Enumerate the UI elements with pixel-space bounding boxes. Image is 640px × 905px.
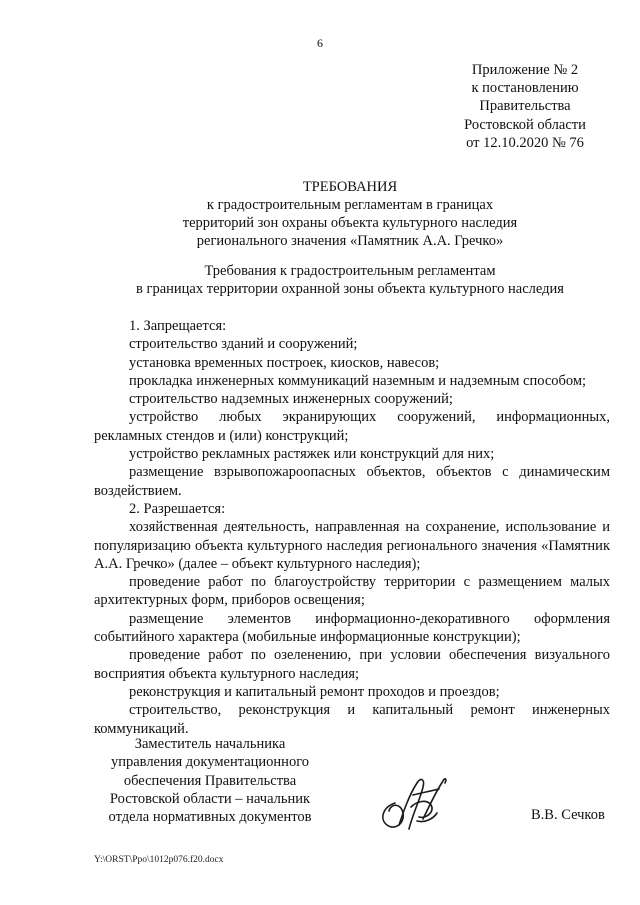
list-item: устройство рекламных растяжек или конструкций для них;: [129, 446, 495, 463]
list-item: строительство надземных инженерных сооружений;: [129, 391, 453, 408]
signer-position-line: Заместитель начальника: [134, 736, 286, 752]
list-item: размещение элементов информационно-декоративного оформления событийного характера (мобильные информационные конструкции);: [94, 610, 610, 646]
list-item: размещение взрывопожароопасных объектов, объектов с динамическим воздействием.: [94, 464, 610, 499]
list-item: строительство, реконструкция и капитальный ремонт инженерных коммуникаций.: [94, 702, 610, 737]
signer-position: [90, 735, 330, 826]
subtitle-line: Требования к градостроительным регламентам: [204, 263, 496, 279]
appendix-line: Приложение № 2: [471, 62, 579, 78]
list-item: строительство зданий и сооружений;: [129, 336, 358, 353]
title-line: регионального значения «Памятник А.А. Гречко»: [196, 233, 504, 249]
signer-position-line: обеспечения Правительства: [123, 772, 297, 789]
document-title: [0, 178, 640, 250]
list-item: установка временных построек, киосков, навесов;: [129, 354, 440, 371]
list-item: проведение работ по благоустройству территории с размещением малых архитектурных форм, приборов освещения;: [94, 574, 610, 609]
list-item: устройство любых экранирующих сооружений, информационных, рекламных стендов и (или) конструкций;: [94, 409, 610, 444]
subtitle-line: в границах территории охранной зоны объекта культурного наследия: [136, 281, 564, 297]
appendix-line: от 12.10.2020 № 76: [466, 134, 584, 151]
section-heading-permitted: 2. Разрешается:: [129, 500, 226, 517]
appendix-line: к постановлению: [471, 80, 579, 97]
title-heading: ТРЕБОВАНИЯ: [302, 179, 398, 195]
title-line: территорий зон охраны объекта культурного наследия: [182, 215, 518, 231]
handwritten-signature: [373, 773, 451, 835]
list-item: прокладка инженерных коммуникаций наземным и надземным способом;: [129, 372, 587, 389]
signer-position-line: управления документационного: [110, 754, 310, 771]
title-line: к градостроительным регламентам в границах: [206, 197, 494, 213]
section-subtitle: [0, 262, 640, 298]
list-item: реконструкция и капитальный ремонт проходов и проездов;: [129, 683, 500, 700]
page-number: 6: [317, 36, 323, 50]
requirements-body: [94, 317, 610, 738]
section-heading-prohibited: 1. Запрещается:: [129, 318, 227, 334]
signer-position-line: Ростовской области – начальник: [109, 790, 311, 807]
appendix-header: [440, 61, 610, 152]
appendix-line: Правительства: [479, 98, 571, 115]
signer-position-line: отдела нормативных документов: [108, 809, 312, 826]
appendix-line: Ростовской области: [464, 116, 586, 133]
list-item: проведение работ по озеленению, при условии обеспечения визуального восприятия объекта культурного наследия;: [94, 647, 610, 682]
signer-name: В.В. Сечков: [531, 807, 605, 823]
list-item: хозяйственная деятельность, направленная на сохранение, использование и популяризацию объекта культурного наследия регионального значения «Памятник А.А. Гречко» (далее – объект культурного наследия);: [94, 519, 610, 572]
file-path-footer: Y:\ORST\Ppo\1012p076.f20.docx: [94, 855, 224, 865]
